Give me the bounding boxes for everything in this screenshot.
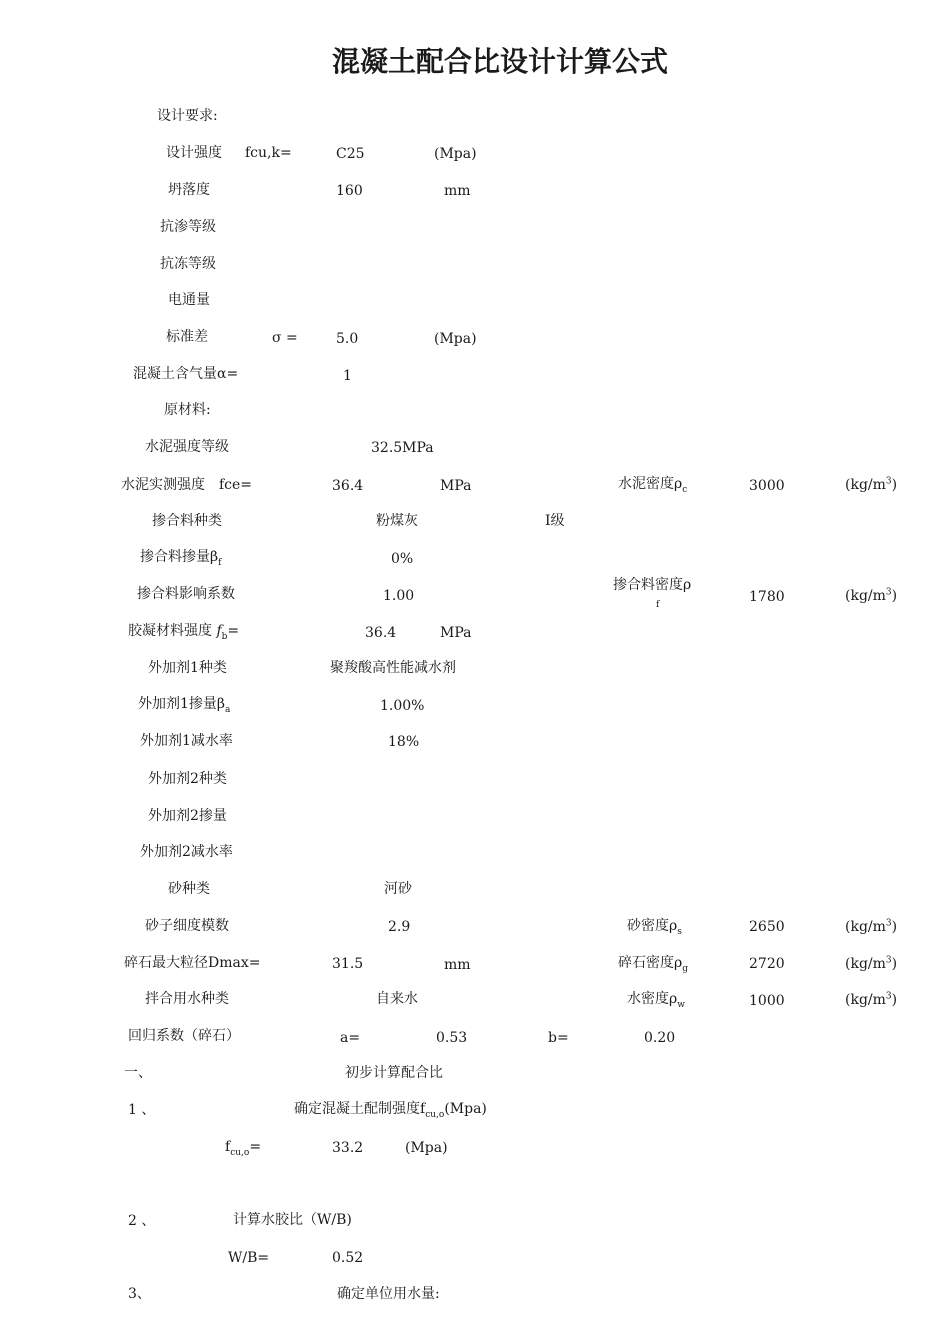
regression-a-value: 0.53 bbox=[436, 1030, 468, 1046]
design-strength-value: C25 bbox=[336, 146, 365, 162]
air-content-value: 1 bbox=[343, 368, 352, 384]
cement-density-value: 3000 bbox=[749, 478, 785, 494]
admixture-coefficient-label: 掺合料影响系数 bbox=[137, 586, 235, 602]
frost-resistance-label: 抗冻等级 bbox=[160, 256, 216, 272]
gravel-density-unit: $(kg/m^3)$ bbox=[845, 955, 898, 972]
sand-density-unit: $(kg/m^3)$ bbox=[845, 918, 898, 935]
binder-strength-value: 36.4 bbox=[365, 625, 397, 641]
std-deviation-label: 标准差 bbox=[166, 329, 208, 345]
slump-value: 160 bbox=[336, 183, 363, 199]
mixing-water-type-label: 拌合用水种类 bbox=[145, 991, 229, 1007]
admixture-type-value: 粉煤灰 bbox=[376, 513, 418, 529]
fcuo-value: 33.2 bbox=[332, 1140, 364, 1156]
section-1-title: 初步计算配合比 bbox=[345, 1065, 443, 1081]
cement-measured-strength-unit: MPa bbox=[440, 478, 472, 494]
admixture-density-value: 1780 bbox=[749, 589, 785, 605]
water-density-label: 水密度$\rho_w$ bbox=[627, 991, 685, 1010]
fcuo-unit: (Mpa) bbox=[405, 1140, 448, 1156]
additive1-type-value: 聚羧酸高性能减水剂 bbox=[330, 660, 456, 676]
additive1-reduction-value: 18% bbox=[388, 734, 420, 750]
slump-label: 坍落度 bbox=[168, 182, 210, 198]
slump-unit: mm bbox=[444, 183, 471, 199]
gravel-density-value: 2720 bbox=[749, 956, 785, 972]
design-strength-label: 设计强度 bbox=[166, 145, 222, 161]
cement-measured-strength-value: 36.4 bbox=[332, 478, 364, 494]
fcuk-label: fcu,k= bbox=[245, 145, 292, 161]
admixture-type-label: 掺合料种类 bbox=[152, 513, 222, 529]
additive2-reduction-label: 外加剂2减水率 bbox=[140, 844, 233, 860]
cement-density-unit: $(kg/m^3)$ bbox=[845, 476, 898, 493]
regression-b-label: b= bbox=[548, 1030, 569, 1046]
sand-type-label: 砂种类 bbox=[168, 881, 210, 897]
additive1-type-label: 外加剂1种类 bbox=[148, 660, 227, 676]
regression-coefficient-label: 回归系数（碎石） bbox=[128, 1028, 240, 1044]
step-1-number: 1 、 bbox=[128, 1102, 156, 1118]
wb-ratio-value: 0.52 bbox=[332, 1250, 364, 1266]
step-1-title: 确定混凝土配制强度$f_{cu,o}(Mpa)$ bbox=[294, 1101, 487, 1120]
sigma-label: σ = bbox=[272, 330, 298, 346]
step-2-title: 计算水胶比（W/B) bbox=[233, 1212, 352, 1228]
design-strength-unit: (Mpa) bbox=[434, 146, 477, 162]
impermeability-label: 抗渗等级 bbox=[160, 219, 216, 235]
design-requirements-heading: 设计要求: bbox=[157, 108, 218, 124]
sand-fineness-label: 砂子细度模数 bbox=[145, 918, 229, 934]
water-density-value: 1000 bbox=[749, 993, 785, 1009]
step-2-number: 2 、 bbox=[128, 1213, 156, 1229]
page-title: 混凝土配合比设计计算公式 bbox=[332, 45, 669, 78]
wb-ratio-label: W/B= bbox=[228, 1250, 270, 1266]
admixture-dosage-value: 0% bbox=[391, 551, 414, 567]
sand-fineness-value: 2.9 bbox=[388, 919, 411, 935]
water-density-unit: $(kg/m^3)$ bbox=[845, 991, 898, 1008]
admixture-dosage-label: 掺合料掺量$\beta_f$ bbox=[140, 549, 222, 568]
std-deviation-unit: (Mpa) bbox=[434, 331, 477, 347]
binder-strength-unit: MPa bbox=[440, 625, 472, 641]
admixture-density-unit: $(kg/m^3)$ bbox=[845, 587, 898, 604]
step-3-number: 3、 bbox=[128, 1286, 151, 1302]
air-content-label: 混凝土含气量α= bbox=[133, 366, 239, 382]
cement-grade-value: 32.5MPa bbox=[371, 440, 434, 456]
std-deviation-value: 5.0 bbox=[336, 331, 359, 347]
additive1-dosage-value: 1.00% bbox=[380, 698, 425, 714]
binder-strength-label: 胶凝材料强度 $f_b=$ bbox=[128, 623, 240, 642]
step-3-title: 确定单位用水量: bbox=[337, 1286, 440, 1302]
admixture-coefficient-value: 1.00 bbox=[383, 588, 415, 604]
raw-materials-heading: 原材料: bbox=[164, 402, 211, 418]
gravel-max-size-label: 碎石最大粒径Dmax= bbox=[124, 955, 261, 971]
gravel-max-size-value: 31.5 bbox=[332, 956, 364, 972]
admixture-density-subscript: f bbox=[656, 600, 660, 610]
additive2-dosage-label: 外加剂2掺量 bbox=[148, 808, 227, 824]
additive1-reduction-label: 外加剂1减水率 bbox=[140, 733, 233, 749]
sand-density-value: 2650 bbox=[749, 919, 785, 935]
fcuo-label: $f_{cu,o}=$ bbox=[225, 1139, 262, 1158]
electric-flux-label: 电通量 bbox=[168, 292, 210, 308]
admixture-grade: Ⅰ级 bbox=[545, 513, 565, 529]
cement-density-label: 水泥密度$\rho_c$ bbox=[618, 476, 688, 495]
regression-b-value: 0.20 bbox=[644, 1030, 676, 1046]
admixture-density-label: 掺合料密度ρ bbox=[613, 577, 692, 593]
gravel-max-size-unit: mm bbox=[444, 957, 471, 973]
sand-density-label: 砂密度$\rho_s$ bbox=[627, 918, 682, 937]
additive2-type-label: 外加剂2种类 bbox=[148, 771, 227, 787]
gravel-density-label: 碎石密度$\rho_g$ bbox=[618, 955, 688, 974]
sand-type-value: 河砂 bbox=[384, 881, 412, 897]
section-1-number: 一、 bbox=[124, 1065, 152, 1081]
additive1-dosage-label: 外加剂1掺量$\beta_a$ bbox=[138, 696, 231, 715]
cement-measured-strength-label: 水泥实测强度 fce= bbox=[121, 477, 253, 493]
cement-grade-label: 水泥强度等级 bbox=[145, 439, 229, 455]
regression-a-label: a= bbox=[340, 1030, 361, 1046]
mixing-water-type-value: 自来水 bbox=[376, 991, 418, 1007]
